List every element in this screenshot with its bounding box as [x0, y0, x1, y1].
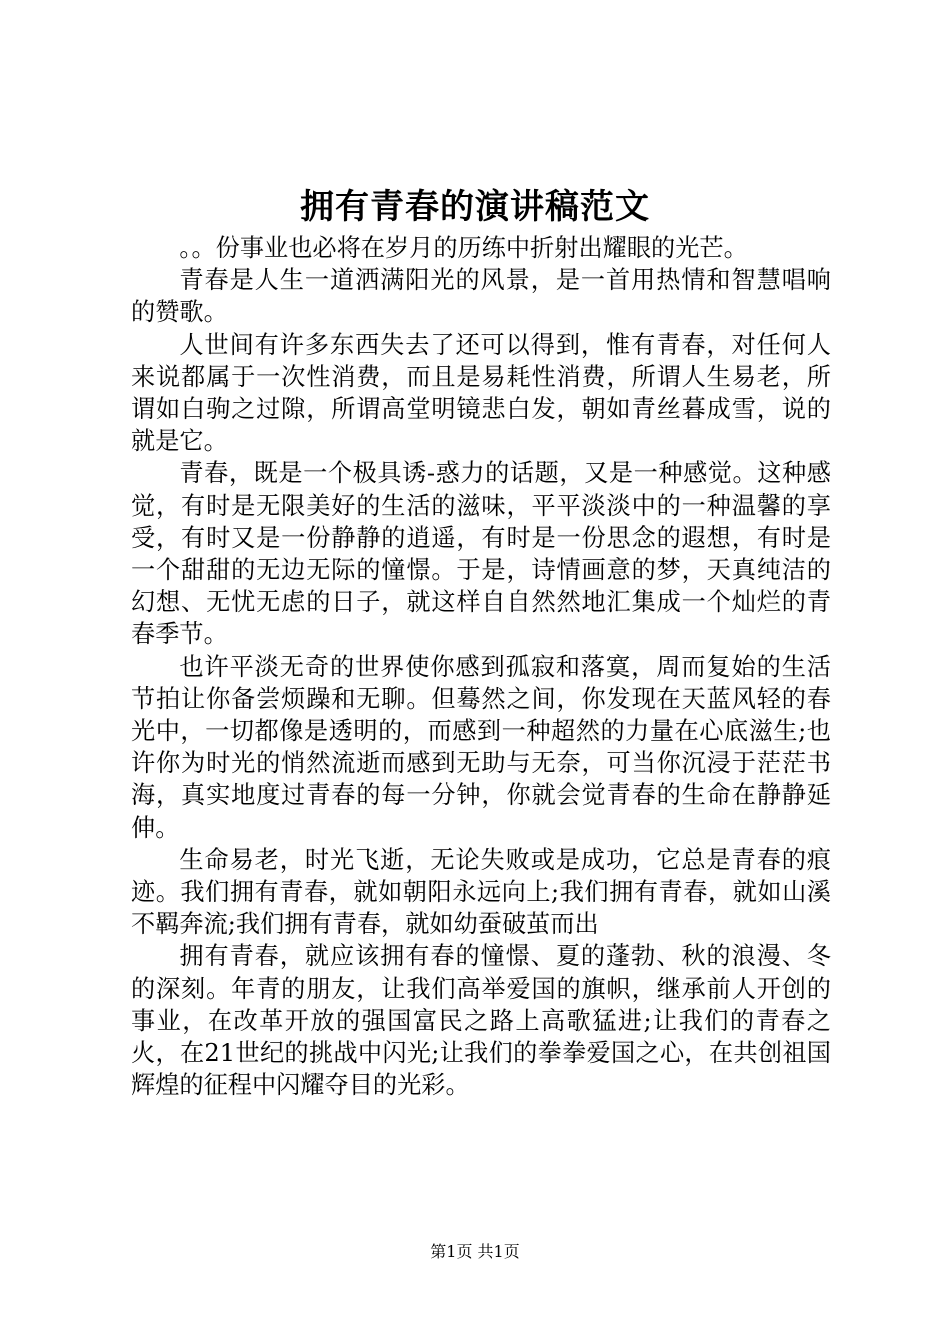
paragraph-2: 青春是人生一道洒满阳光的风景，是一首用热情和智慧唱响的赞歌。	[131, 266, 831, 327]
page-footer: 第1页 共1页	[430, 1242, 520, 1261]
paragraph-4: 青春，既是一个极具诱-惑力的话题，又是一种感觉。这种感觉，有时是无限美好的生活的滋味，平平淡淡中的一种温馨的享受，有时又是一份静静的逍遥，有时是一份思念的遐想，有时是一个甜甜的无边无际的憧憬。于是，诗情画意的梦，天真纯洁的幻想、无忧无虑的日子，就这样自自然然地汇集成一个灿烂的青春季节。	[131, 459, 831, 649]
document-title: 拥有青春的演讲稿范文	[300, 187, 650, 227]
document-body	[131, 232, 831, 1101]
paragraph-5: 也许平淡无奇的世界使你感到孤寂和落寞，周而复始的生活节拍让你备尝烦躁和无聊。但蓦然之间，你发现在天蓝风轻的春光中，一切都像是透明的，而感到一种超然的力量在心底滋生;也许你为时光的悄然流逝而感到无助与无奈，可当你沉浸于茫茫书海，真实地度过青春的每一分钟，你就会觉青春的生命在静静延伸。	[131, 652, 831, 842]
paragraph-1: 。。份事业也必将在岁月的历练中折射出耀眼的光芒。	[179, 234, 748, 262]
paragraph-3: 人世间有许多东西失去了还可以得到，惟有青春，对任何人来说都属于一次性消费，而且是易耗性消费，所谓人生易老，所谓如白驹之过隙，所谓高堂明镜悲白发，朝如青丝暮成雪，说的就是它。	[131, 330, 831, 456]
paragraph-6: 生命易老，时光飞逝，无论失败或是成功，它总是青春的痕迹。我们拥有青春，就如朝阳永远向上;我们拥有青春，就如山溪不羁奔流;我们拥有青春，就如幼蚕破茧而出	[131, 845, 831, 939]
paragraph-7: 拥有青春，就应该拥有春的憧憬、夏的蓬勃、秋的浪漫、冬的深刻。年青的朋友，让我们高举爱国的旗帜，继承前人开创的事业，在改革开放的强国富民之路上高歌猛进;让我们的青春之火，在21世纪的挑战中闪光;让我们的拳拳爱国之心，在共创祖国辉煌的征程中闪耀夺目的光彩。	[131, 942, 831, 1100]
